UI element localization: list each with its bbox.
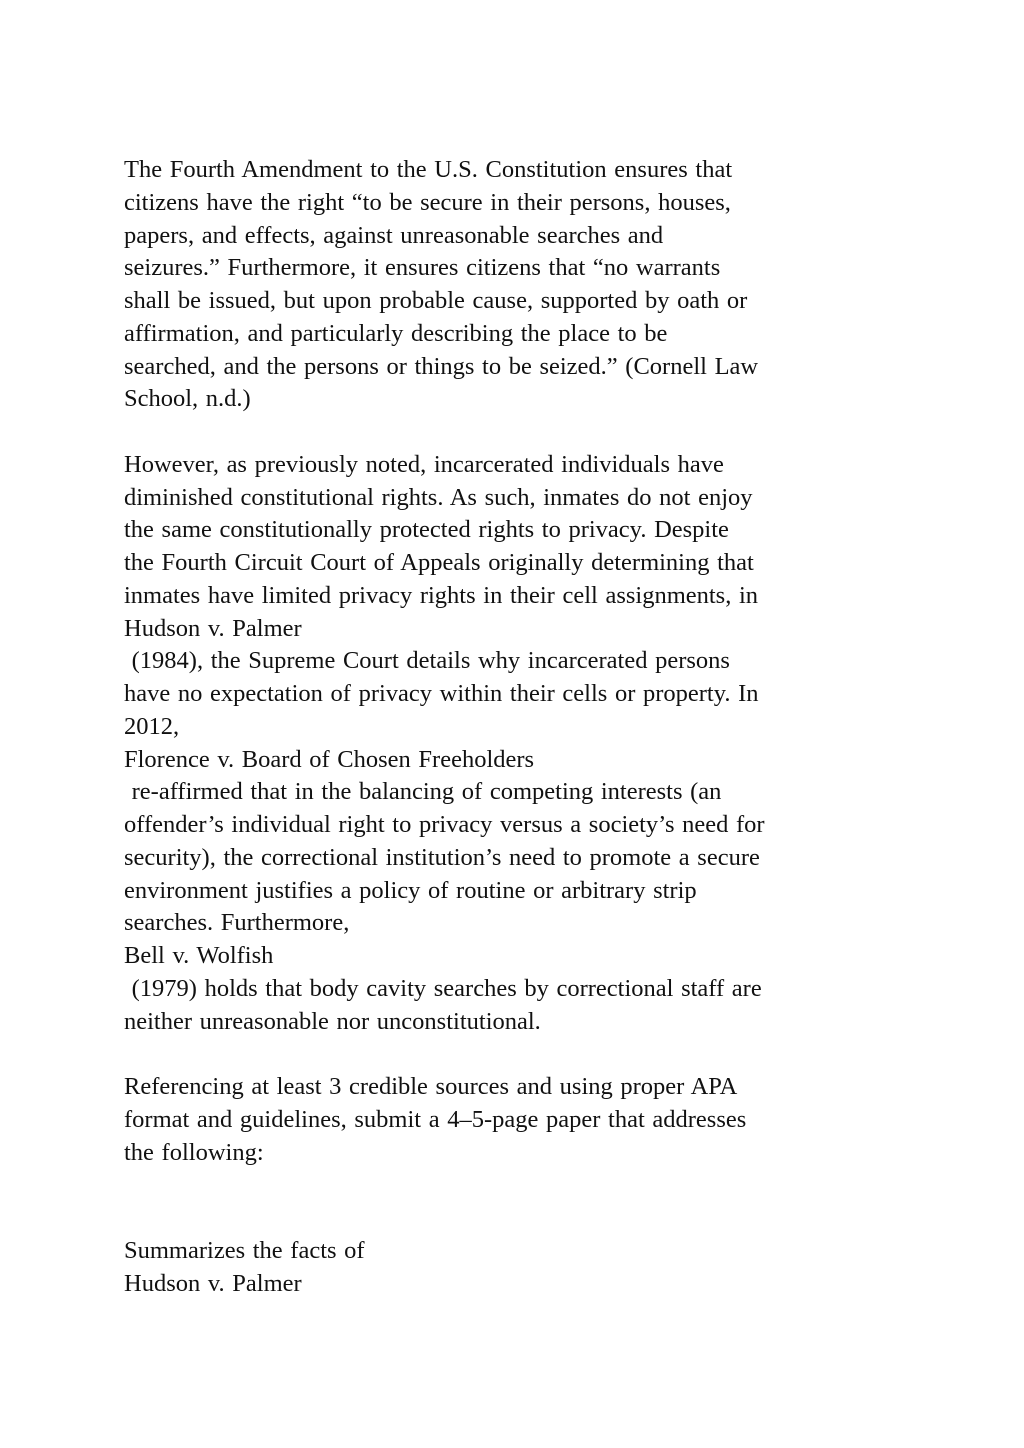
text-line: diminished constitutional rights. As such, inmates do not enjoy [124,483,753,511]
text-line: the same constitutionally protected rights to privacy. Despite [124,516,729,544]
text-line: (1979) holds that body cavity searches by correctional staff are [124,974,762,1002]
text-line: However, as previously noted, incarcerated individuals have [124,450,724,478]
case-name-hudson: Hudson v. Palmer [124,1269,302,1297]
text-line: searched, and the persons or things to be seized.” (Cornell Law [124,352,759,380]
document-body [124,154,984,1300]
paragraph-spacer [124,1038,984,1071]
text-line: The Fourth Amendment to the U.S. Constitution ensures that [124,156,733,183]
text-line: School, n.d.) [124,385,251,413]
text-line: inmates have limited privacy rights in their cell assignments, in [124,581,759,609]
text-line: security), the correctional institution’s need to promote a secure [124,843,760,871]
paragraph-assignment-instructions [124,1071,984,1169]
text-line: Summarizes the facts of [124,1236,365,1264]
text-line: searches. Furthermore, [124,909,350,937]
paragraph-fourth-amendment [124,154,984,416]
text-line: neither unreasonable nor unconstitutional. [124,1007,541,1035]
text-line: seizures.” Furthermore, it ensures citizens that “no warrants [124,254,721,282]
text-line: environment justifies a policy of routine or arbitrary strip [124,876,697,904]
text-line: shall be issued, but upon probable cause, supported by oath or [124,287,748,314]
text-line: papers, and effects, against unreasonable searches and [124,221,664,249]
text-line: affirmation, and particularly describing the place to be [124,319,668,347]
case-name-hudson: Hudson v. Palmer [124,614,302,642]
paragraph-diminished-rights [124,449,984,1039]
text-line: offender’s individual right to privacy versus a society’s need for [124,811,765,838]
text-line: (1984), the Supreme Court details why incarcerated persons [124,647,730,675]
paragraph-spacer [124,416,984,449]
text-line: have no expectation of privacy within their cells or property. In [124,680,759,707]
case-name-bell: Bell v. Wolfish [124,942,274,969]
text-line: the Fourth Circuit Court of Appeals originally determining that [124,549,754,576]
text-line: format and guidelines, submit a 4–5-page paper that addresses [124,1105,747,1133]
text-line: Referencing at least 3 credible sources and using proper APA [124,1073,738,1100]
paragraph-summary-prompt [124,1235,984,1301]
text-line: the following: [124,1138,264,1166]
case-name-florence: Florence v. Board of Chosen Freeholders [124,745,535,773]
text-line: 2012, [124,712,180,740]
paragraph-spacer [124,1169,984,1202]
paragraph-spacer [124,1202,984,1235]
text-line: citizens have the right “to be secure in their persons, houses, [124,188,731,216]
text-line: re-affirmed that in the balancing of competing interests (an [124,778,722,806]
